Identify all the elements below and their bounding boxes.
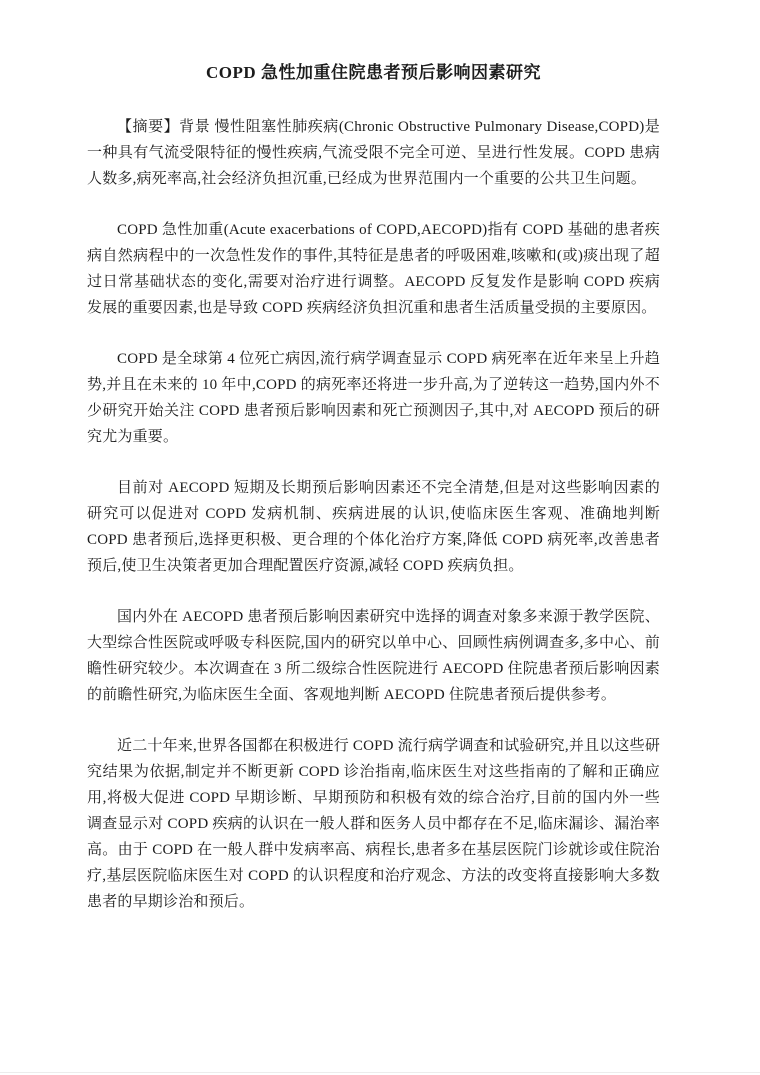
paragraph-prognosis-factors: 目前对 AECOPD 短期及长期预后影响因素还不完全清楚,但是对这些影响因素的研究可以促进对 COPD 发病机制、疾病进展的认识,使临床医生客观、准确地判断 COPD 患者预后,选择更积极、更合理的个体化治疗方案,降低 COPD 病死率,改善患者预后,使卫生决策者更加合理配置医疗资源,减轻 COPD 疾病负担。 xyxy=(87,480,660,574)
paragraph-aecopd-definition: COPD 急性加重(Acute exacerbations of COPD,AECOPD)指有 COPD 基础的患者疾病自然病程中的一次急性发作的事件,其特征是患者的呼吸困难,咳嗽和(或)痰出现了超过日常基础状态的变化,需要对治疗进行调整。AECOPD 反复发作是影响 COPD 疾病发展的重要因素,也是导致 COPD 疾病经济负担沉重和患者生活质量受损的主要原因。 xyxy=(87,222,660,316)
page-bottom-edge-line xyxy=(0,1072,760,1073)
document-body xyxy=(87,114,660,915)
paragraph-mortality-trend: COPD 是全球第 4 位死亡病因,流行病学调查显示 COPD 病死率在近年来呈上升趋势,并且在未来的 10 年中,COPD 的病死率还将进一步升高,为了逆转这一趋势,国内外不少研究开始关注 COPD 患者预后影响因素和死亡预测因子,其中,对 AECOPD 预后的研究尤为重要。 xyxy=(87,351,660,445)
paragraph-guidelines-primary-care: 近二十年来,世界各国都在积极进行 COPD 流行病学调查和试验研究,并且以这些研究结果为依据,制定并不断更新 COPD 诊治指南,临床医生对这些指南的了解和正确应用,将极大促进 COPD 早期诊断、早期预防和积极有效的综合治疗,目前的国内外一些调查显示对 COPD 疾病的认识在一般人群和医务人员中都存在不足,临床漏诊、漏治率高。由于 COPD 在一般人群中发病率高、病程长,患者多在基层医院门诊就诊或住院治疗,基层医院临床医生对 COPD 的认识程度和治疗观念、方法的改变将直接影响大多数患者的早期诊治和预后。 xyxy=(87,738,661,910)
paragraph-study-design: 国内外在 AECOPD 患者预后影响因素研究中选择的调查对象多来源于教学医院、大型综合性医院或呼吸专科医院,国内的研究以单中心、回顾性病例调查多,多中心、前瞻性研究较少。本次调查在 3 所二级综合性医院进行 AECOPD 住院患者预后影响因素的前瞻性研究,为临床医生全面、客观地判断 AECOPD 住院患者预后提供参考。 xyxy=(87,609,660,703)
paragraph-abstract-background: 【摘要】背景 慢性阻塞性肺疾病(Chronic Obstructive Pulmonary Disease,COPD)是一种具有气流受限特征的慢性疾病,气流受限不完全可逆、呈进行性发展。COPD 患病人数多,病死率高,社会经济负担沉重,已经成为世界范围内一个重要的公共卫生问题。 xyxy=(87,119,660,187)
document-title: COPD 急性加重住院患者预后影响因素研究 xyxy=(206,63,541,82)
